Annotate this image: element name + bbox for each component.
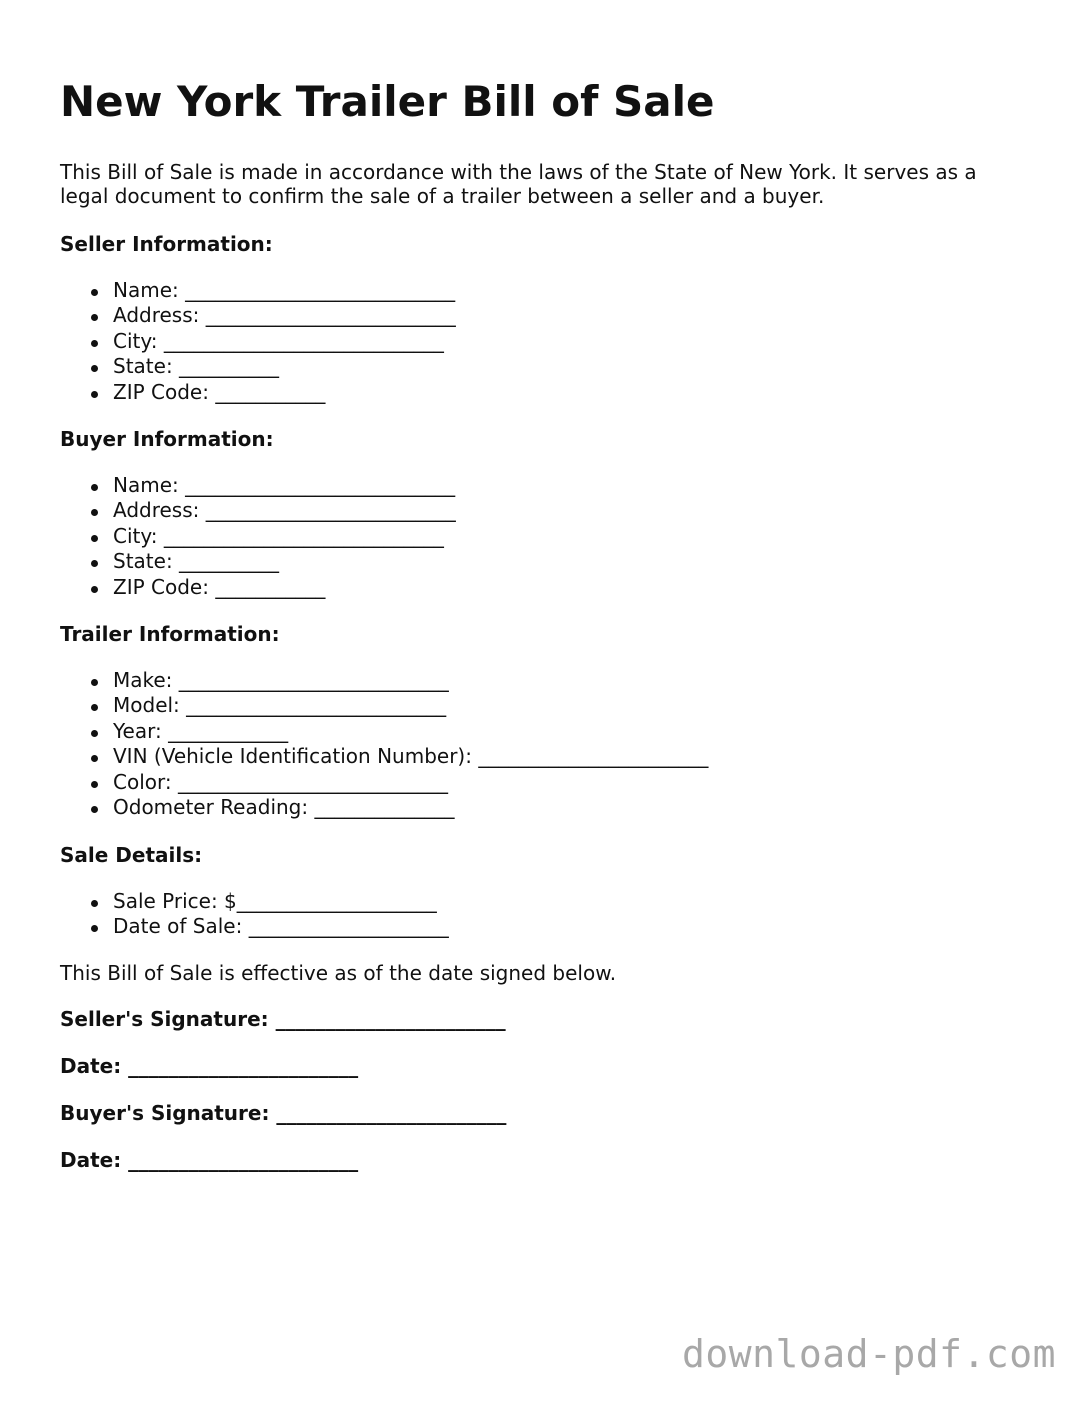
seller-city-field: City: ____________________________ bbox=[113, 329, 1028, 354]
buyer-date-line: Date: _______________________ bbox=[60, 1148, 359, 1173]
trailer-model-field: Model: __________________________ bbox=[113, 693, 1028, 718]
seller-name-field: Name: ___________________________ bbox=[113, 278, 1028, 303]
seller-date-line: Date: _______________________ bbox=[60, 1054, 359, 1079]
buyer-state-field: State: __________ bbox=[113, 549, 1028, 574]
buyer-fields-list bbox=[60, 473, 1028, 600]
seller-signature-line: Seller's Signature: _______________________ bbox=[60, 1007, 506, 1032]
trailer-heading: Trailer Information: bbox=[60, 622, 280, 647]
intro-paragraph: This Bill of Sale is made in accordance with the laws of the State of New York. It serves as a legal document to confirm the sale of a trailer between a seller and a buyer. bbox=[60, 160, 977, 208]
watermark-text: download-pdf.com bbox=[681, 1332, 1056, 1376]
seller-address-field: Address: _________________________ bbox=[113, 303, 1028, 328]
seller-zip-field: ZIP Code: ___________ bbox=[113, 380, 1028, 405]
trailer-year-field: Year: ____________ bbox=[113, 719, 1028, 744]
buyer-name-field: Name: ___________________________ bbox=[113, 473, 1028, 498]
trailer-color-field: Color: ___________________________ bbox=[113, 770, 1028, 795]
buyer-zip-field: ZIP Code: ___________ bbox=[113, 575, 1028, 600]
trailer-vin-field: VIN (Vehicle Identification Number): _______________________ bbox=[113, 744, 1028, 769]
sale-price-field: Sale Price: $____________________ bbox=[113, 889, 1028, 914]
sale-heading: Sale Details: bbox=[60, 842, 203, 867]
trailer-odometer-field: Odometer Reading: ______________ bbox=[113, 795, 1028, 820]
page-title: New York Trailer Bill of Sale bbox=[60, 77, 715, 126]
document-page bbox=[60, 72, 1028, 1195]
buyer-city-field: City: ____________________________ bbox=[113, 524, 1028, 549]
seller-state-field: State: __________ bbox=[113, 354, 1028, 379]
effective-statement: This Bill of Sale is effective as of the date signed below. bbox=[60, 961, 617, 986]
sale-fields-list bbox=[60, 889, 1028, 940]
trailer-make-field: Make: ___________________________ bbox=[113, 668, 1028, 693]
sale-date-field: Date of Sale: ____________________ bbox=[113, 914, 1028, 939]
seller-fields-list bbox=[60, 278, 1028, 405]
seller-heading: Seller Information: bbox=[60, 232, 273, 256]
buyer-signature-line: Buyer's Signature: _______________________ bbox=[60, 1101, 507, 1126]
trailer-fields-list bbox=[60, 668, 1028, 820]
buyer-heading: Buyer Information: bbox=[60, 427, 274, 452]
buyer-address-field: Address: _________________________ bbox=[113, 498, 1028, 523]
